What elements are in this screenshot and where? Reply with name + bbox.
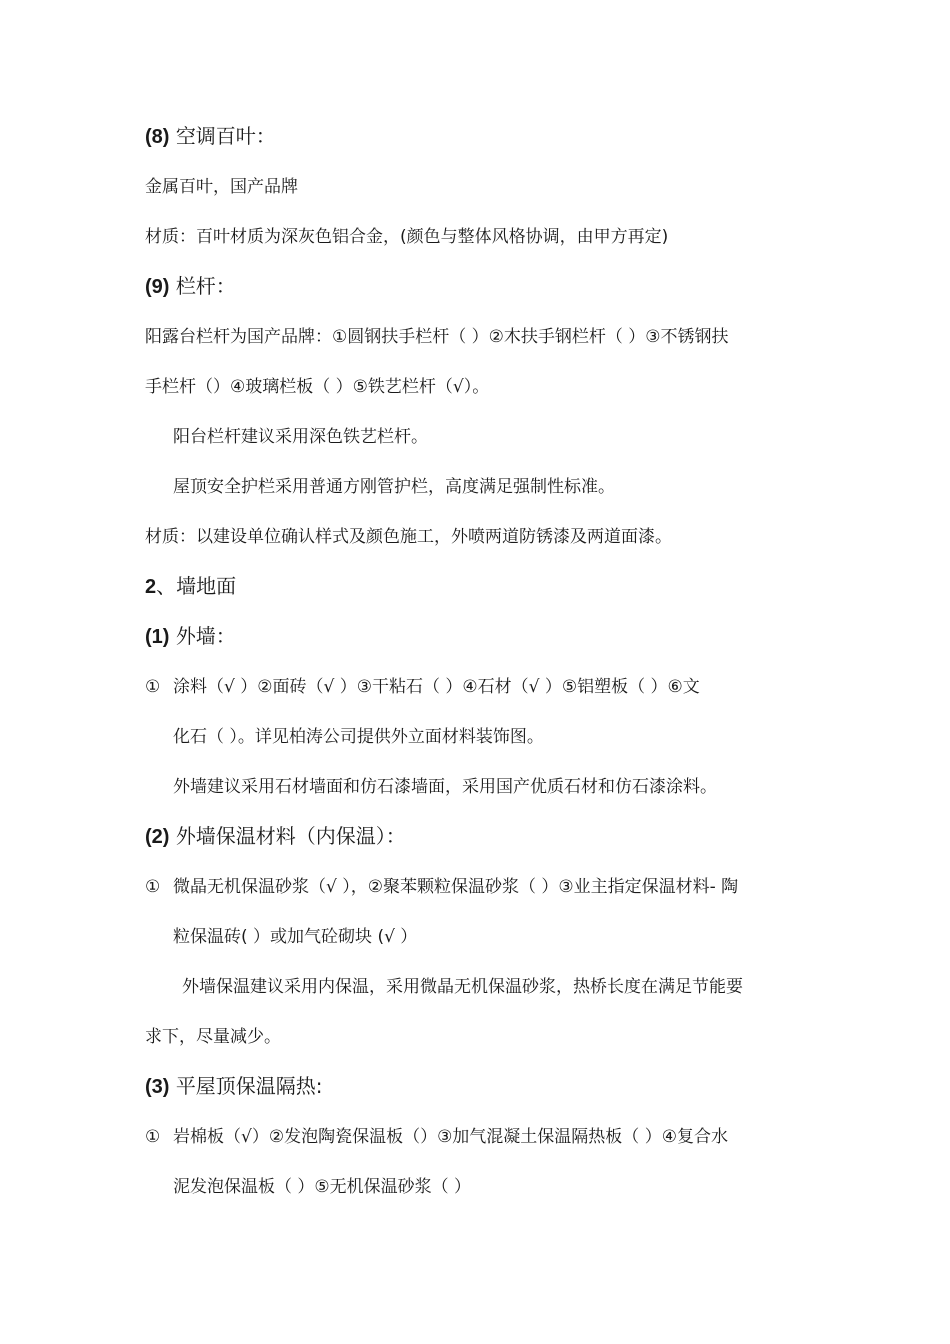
- section-8-heading: [145, 122, 810, 151]
- list-item-text: 化石（ ）。详见柏涛公司提供外立面材料装饰图。: [173, 727, 544, 747]
- paragraph: 手栏杆（）④玻璃栏板（ ）⑤铁艺栏杆（√）。: [145, 377, 490, 397]
- list-item-text: 岩棉板（√）②发泡陶瓷保温板（）③加气混凝土保温隔热板（ ）④复合水: [173, 1127, 728, 1147]
- section-title: 栏杆：: [175, 274, 236, 298]
- list-item-text: 涂料（√ ）②面砖（√ ）③干粘石（ ）④石材（√ ）⑤铝塑板（ ）⑥文: [173, 677, 700, 697]
- section-2b-heading: [145, 822, 810, 851]
- list-marker: ①: [145, 877, 161, 897]
- section-1-heading: [145, 622, 810, 651]
- paragraph: 阳露台栏杆为国产品牌：①圆钢扶手栏杆（ ）②木扶手钢栏杆（ ）③不锈钢扶: [145, 327, 729, 347]
- list-item-text: 粒保温砖( ）或加气砼砌块 (√ ）: [173, 927, 418, 947]
- paragraph: 阳台栏杆建议采用深色铁艺栏杆。: [173, 427, 428, 447]
- section-number: (8): [145, 126, 170, 148]
- paragraph: 金属百叶，国产品牌: [145, 177, 298, 197]
- section-number: (1): [145, 626, 170, 648]
- section-title: 空调百叶：: [175, 124, 276, 148]
- list-item-text: 泥发泡保温板（ ）⑤无机保温砂浆（ ）: [173, 1177, 472, 1197]
- section-title: 平屋顶保温隔热:: [175, 1074, 323, 1098]
- paragraph: 求下，尽量减少。: [145, 1027, 281, 1047]
- section-number: (3): [145, 1076, 170, 1098]
- paragraph: 外墙保温建议采用内保温，采用微晶无机保温砂浆，热桥长度在满足节能要: [182, 977, 743, 997]
- section-number: 2: [145, 576, 157, 598]
- section-2-heading: [145, 572, 810, 601]
- section-9-heading: [145, 272, 810, 301]
- section-title: 外墙：: [175, 624, 236, 648]
- section-title: 、墙地面: [156, 574, 237, 598]
- paragraph: 材质：百叶材质为深灰色铝合金，(颜色与整体风格协调，由甲方再定): [145, 227, 669, 247]
- list-item-text: 微晶无机保温砂浆（√ ），②聚苯颗粒保温砂浆（ ）③业主指定保温材料- 陶: [173, 877, 739, 897]
- section-number: (9): [145, 276, 170, 298]
- section-title: 外墙保温材料（内保温）：: [175, 824, 406, 848]
- list-marker: ①: [145, 1127, 161, 1147]
- paragraph: 材质：以建设单位确认样式及颜色施工，外喷两道防锈漆及两道面漆。: [145, 527, 672, 547]
- section-number: (2): [145, 826, 170, 848]
- section-3-heading: [145, 1072, 810, 1101]
- paragraph: 屋顶安全护栏采用普通方刚管护栏，高度满足强制性标准。: [173, 477, 615, 497]
- list-marker: ①: [145, 677, 161, 697]
- paragraph: 外墙建议采用石材墙面和仿石漆墙面，采用国产优质石材和仿石漆涂料。: [173, 777, 717, 797]
